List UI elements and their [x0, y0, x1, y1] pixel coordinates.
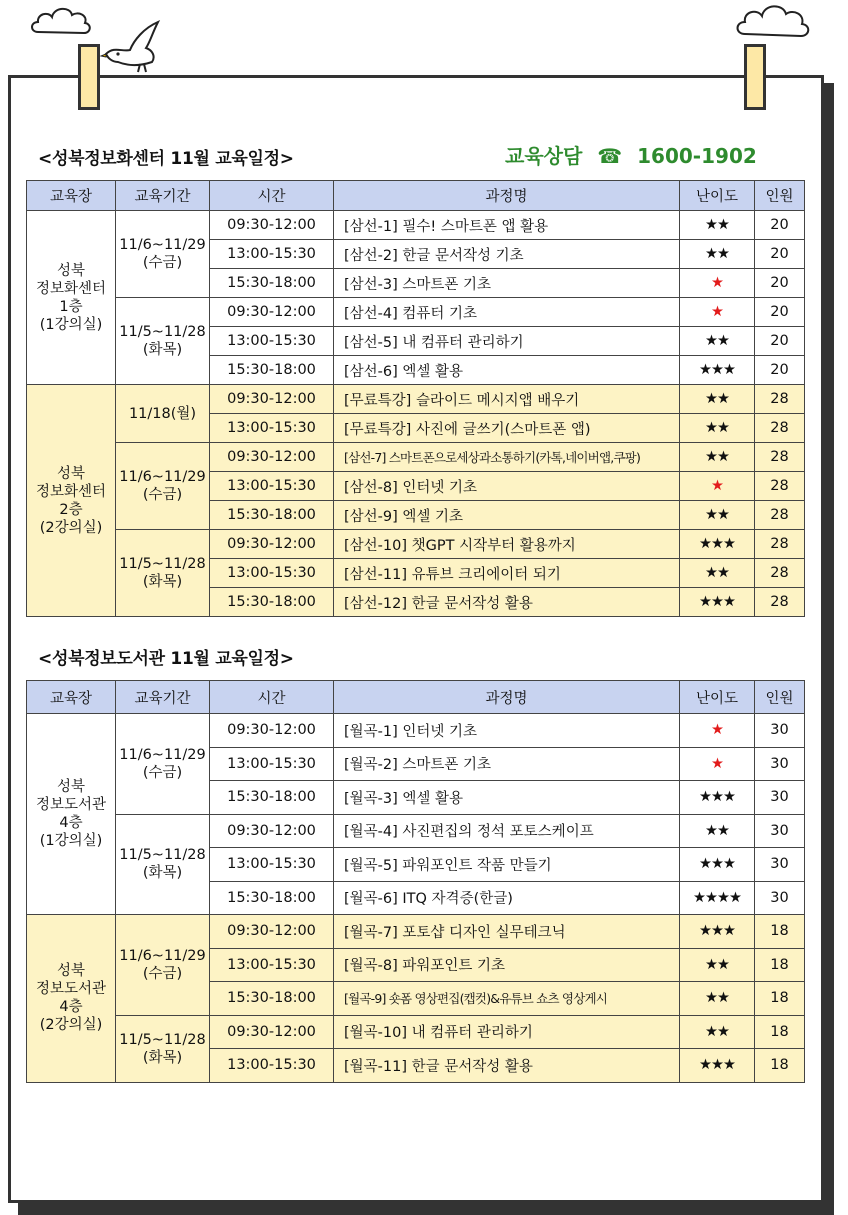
left-clip: [78, 44, 100, 110]
level-stars: ★: [680, 472, 755, 501]
time-cell: 15:30-18:00: [210, 356, 334, 385]
course-cell: [삼선-12] 한글 문서작성 활용: [334, 588, 680, 617]
phone-icon: ☎: [597, 144, 623, 168]
level-stars: ★★: [680, 414, 755, 443]
course-cell: [삼선-9] 엑셀 기초: [334, 501, 680, 530]
count-cell: 18: [755, 915, 805, 949]
venue-cell: 성북 정보화센터 1층 (1강의실): [27, 211, 116, 385]
table-row: [27, 298, 805, 327]
count-cell: 20: [755, 298, 805, 327]
count-cell: 20: [755, 269, 805, 298]
cloud-icon: [28, 2, 94, 40]
level-stars: ★: [680, 747, 755, 781]
level-stars: ★★★: [680, 1049, 755, 1083]
level-stars: ★★: [680, 559, 755, 588]
count-cell: 20: [755, 211, 805, 240]
time-cell: 13:00-15:30: [210, 948, 334, 982]
course-cell: [삼선-3] 스마트폰 기초: [334, 269, 680, 298]
table-row: [27, 814, 805, 848]
time-cell: 09:30-12:00: [210, 1015, 334, 1049]
header-course: 과정명: [334, 181, 680, 211]
time-cell: 15:30-18:00: [210, 588, 334, 617]
course-cell: [삼선-4] 컴퓨터 기초: [334, 298, 680, 327]
time-cell: 13:00-15:30: [210, 414, 334, 443]
period-cell: 11/6~11/29 (수금): [116, 714, 210, 815]
course-cell: [삼선-5] 내 컴퓨터 관리하기: [334, 327, 680, 356]
period-cell: 11/5~11/28 (화목): [116, 1015, 210, 1082]
header-level: 난이도: [680, 181, 755, 211]
contact-label: 교육상담: [505, 144, 583, 168]
count-cell: 28: [755, 559, 805, 588]
venue-cell: 성북 정보도서관 4층 (1강의실): [27, 714, 116, 915]
table-row: [27, 530, 805, 559]
course-cell: [월곡-8] 파워포인트 기초: [334, 948, 680, 982]
level-stars: ★★: [680, 982, 755, 1016]
level-stars: ★★★: [680, 848, 755, 882]
level-stars: ★★: [680, 1015, 755, 1049]
period-cell: 11/6~11/29 (수금): [116, 211, 210, 298]
count-cell: 28: [755, 385, 805, 414]
course-cell: [월곡-2] 스마트폰 기초: [334, 747, 680, 781]
count-cell: 28: [755, 414, 805, 443]
count-cell: 18: [755, 982, 805, 1016]
level-stars: ★★★: [680, 781, 755, 815]
course-cell: [월곡-11] 한글 문서작성 활용: [334, 1049, 680, 1083]
table-row: [27, 443, 805, 472]
count-cell: 28: [755, 588, 805, 617]
time-cell: 09:30-12:00: [210, 714, 334, 748]
time-cell: 15:30-18:00: [210, 781, 334, 815]
time-cell: 09:30-12:00: [210, 530, 334, 559]
time-cell: 09:30-12:00: [210, 385, 334, 414]
count-cell: 20: [755, 240, 805, 269]
header-count: 인원: [755, 181, 805, 211]
header-level: 난이도: [680, 681, 755, 714]
contact-info: [505, 140, 757, 169]
table-row: [27, 1015, 805, 1049]
level-stars: ★★★: [680, 915, 755, 949]
period-cell: 11/6~11/29 (수금): [116, 443, 210, 530]
level-stars: ★★: [680, 814, 755, 848]
time-cell: 13:00-15:30: [210, 559, 334, 588]
header-time: 시간: [210, 681, 334, 714]
level-stars: ★: [680, 714, 755, 748]
course-cell: [월곡-6] ITQ 자격증(한글): [334, 881, 680, 915]
venue-cell: 성북 정보도서관 4층 (2강의실): [27, 915, 116, 1083]
header-time: 시간: [210, 181, 334, 211]
course-cell: [월곡-9] 숏폼 영상편집(캡컷)&유튜브 쇼츠 영상게시: [334, 982, 680, 1016]
course-cell: [월곡-7] 포토샵 디자인 실무테크닉: [334, 915, 680, 949]
course-cell: [무료특강] 슬라이드 메시지앱 배우기: [334, 385, 680, 414]
level-stars: ★★: [680, 385, 755, 414]
count-cell: 30: [755, 781, 805, 815]
venue-cell: 성북 정보화센터 2층 (2강의실): [27, 385, 116, 617]
header-period: 교육기간: [116, 681, 210, 714]
count-cell: 30: [755, 714, 805, 748]
period-cell: 11/5~11/28 (화목): [116, 530, 210, 617]
course-cell: [삼선-8] 인터넷 기초: [334, 472, 680, 501]
course-cell: [월곡-4] 사진편집의 정석 포토스케이프: [334, 814, 680, 848]
time-cell: 15:30-18:00: [210, 982, 334, 1016]
course-cell: [삼선-2] 한글 문서작성 기초: [334, 240, 680, 269]
count-cell: 18: [755, 948, 805, 982]
course-cell: [월곡-3] 엑셀 활용: [334, 781, 680, 815]
contact-number[interactable]: 1600-1902: [637, 144, 757, 168]
table-header: [27, 181, 805, 211]
table-row: [27, 385, 805, 414]
time-cell: 09:30-12:00: [210, 298, 334, 327]
period-cell: 11/5~11/28 (화목): [116, 814, 210, 915]
count-cell: 28: [755, 530, 805, 559]
level-stars: ★★: [680, 948, 755, 982]
header-course: 과정명: [334, 681, 680, 714]
time-cell: 13:00-15:30: [210, 327, 334, 356]
time-cell: 13:00-15:30: [210, 747, 334, 781]
library-schedule-table: [26, 680, 805, 1083]
header-count: 인원: [755, 681, 805, 714]
time-cell: 15:30-18:00: [210, 881, 334, 915]
level-stars: ★★: [680, 443, 755, 472]
period-cell: 11/18(월): [116, 385, 210, 443]
table-row: [27, 915, 805, 949]
count-cell: 30: [755, 848, 805, 882]
time-cell: 15:30-18:00: [210, 269, 334, 298]
count-cell: 28: [755, 501, 805, 530]
course-cell: [월곡-5] 파워포인트 작품 만들기: [334, 848, 680, 882]
header-venue: 교육장: [27, 181, 116, 211]
count-cell: 28: [755, 443, 805, 472]
table-row: [27, 211, 805, 240]
time-cell: 09:30-12:00: [210, 211, 334, 240]
time-cell: 09:30-12:00: [210, 915, 334, 949]
center-schedule-title: <성북정보화센터 11월 교육일정>: [38, 149, 294, 169]
count-cell: 30: [755, 814, 805, 848]
course-cell: [삼선-6] 엑셀 활용: [334, 356, 680, 385]
period-cell: 11/6~11/29 (수금): [116, 915, 210, 1016]
level-stars: ★: [680, 269, 755, 298]
table-row: [27, 714, 805, 748]
level-stars: ★: [680, 298, 755, 327]
count-cell: 30: [755, 881, 805, 915]
count-cell: 28: [755, 472, 805, 501]
count-cell: 20: [755, 356, 805, 385]
right-clip: [744, 44, 766, 110]
level-stars: ★★★: [680, 588, 755, 617]
time-cell: 09:30-12:00: [210, 443, 334, 472]
count-cell: 18: [755, 1049, 805, 1083]
center-schedule-table: [26, 180, 805, 617]
header-period: 교육기간: [116, 181, 210, 211]
time-cell: 13:00-15:30: [210, 848, 334, 882]
level-stars: ★★: [680, 501, 755, 530]
time-cell: 09:30-12:00: [210, 814, 334, 848]
period-cell: 11/5~11/28 (화목): [116, 298, 210, 385]
course-cell: [월곡-1] 인터넷 기초: [334, 714, 680, 748]
table-header: [27, 681, 805, 714]
count-cell: 30: [755, 747, 805, 781]
level-stars: ★★★: [680, 356, 755, 385]
level-stars: ★★★★: [680, 881, 755, 915]
course-cell: [삼선-10] 챗GPT 시작부터 활용까지: [334, 530, 680, 559]
level-stars: ★★: [680, 240, 755, 269]
time-cell: 15:30-18:00: [210, 501, 334, 530]
bird-icon: [100, 18, 168, 74]
level-stars: ★★: [680, 211, 755, 240]
library-schedule-title: <성북정보도서관 11월 교육일정>: [38, 649, 294, 669]
course-cell: [삼선-7] 스마트폰으로세상과소통하기(카톡,네이버앱,쿠팡): [334, 443, 680, 472]
count-cell: 18: [755, 1015, 805, 1049]
course-cell: [삼선-1] 필수! 스마트폰 앱 활용: [334, 211, 680, 240]
time-cell: 13:00-15:30: [210, 472, 334, 501]
course-cell: [무료특강] 사진에 글쓰기(스마트폰 앱): [334, 414, 680, 443]
cloud-icon: [733, 0, 813, 44]
course-cell: [월곡-10] 내 컴퓨터 관리하기: [334, 1015, 680, 1049]
time-cell: 13:00-15:30: [210, 1049, 334, 1083]
time-cell: 13:00-15:30: [210, 240, 334, 269]
level-stars: ★★: [680, 327, 755, 356]
header-venue: 교육장: [27, 681, 116, 714]
course-cell: [삼선-11] 유튜브 크리에이터 되기: [334, 559, 680, 588]
level-stars: ★★★: [680, 530, 755, 559]
count-cell: 20: [755, 327, 805, 356]
